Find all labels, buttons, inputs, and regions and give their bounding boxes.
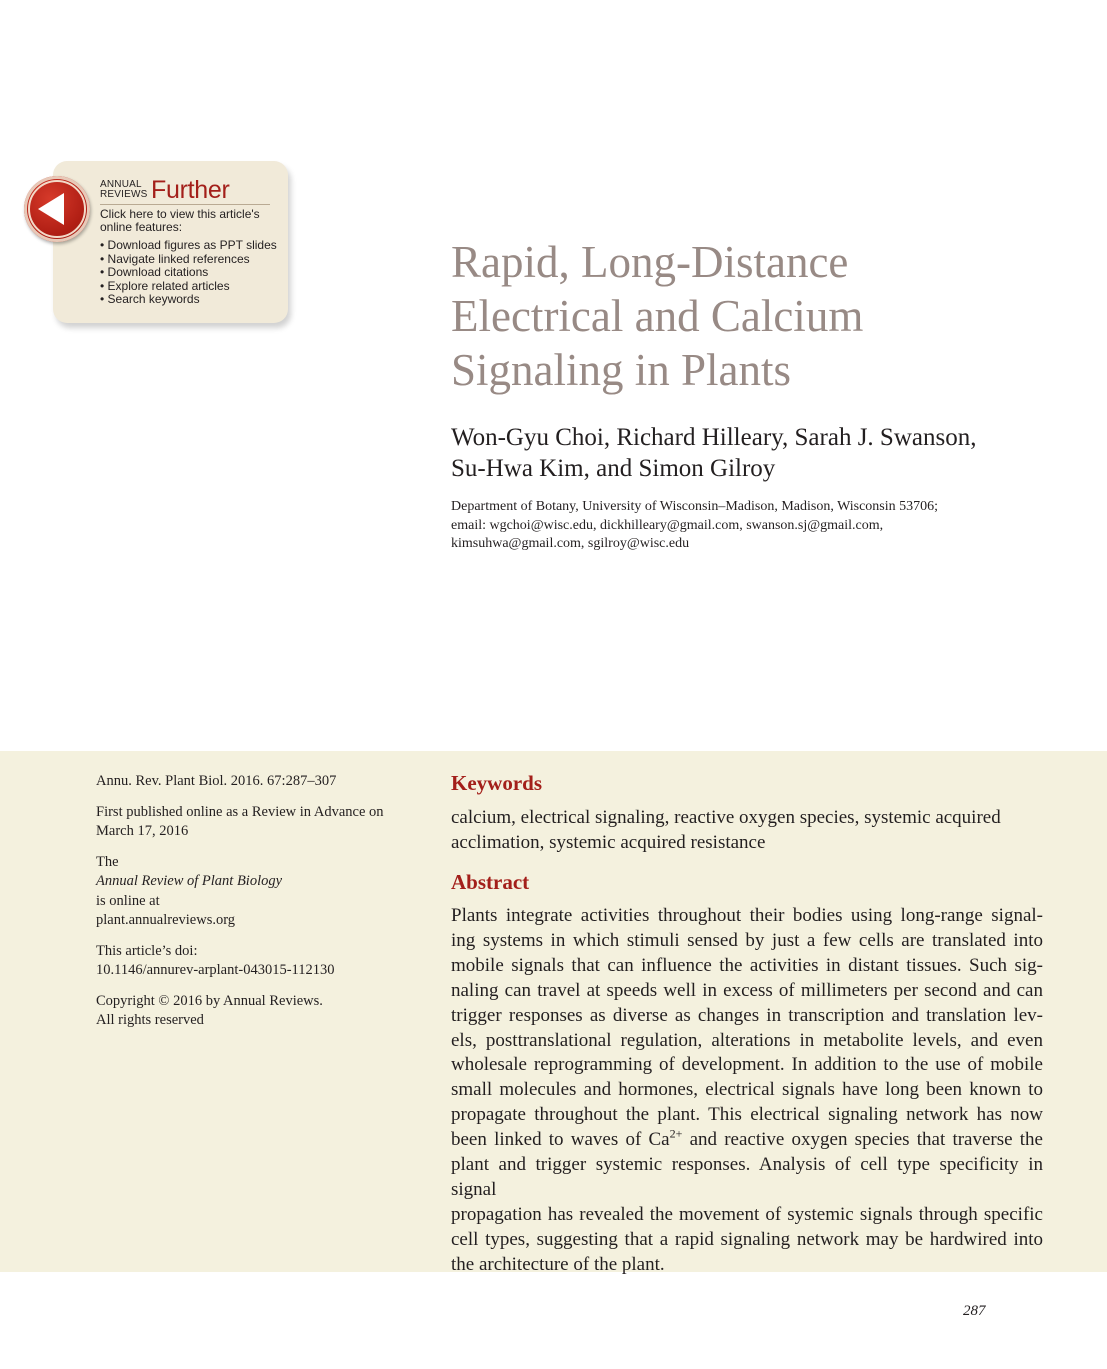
back-arrow-icon[interactable]	[24, 176, 90, 242]
feature-item[interactable]: • Download citations	[100, 266, 277, 280]
keywords-heading: Keywords	[451, 771, 542, 795]
feature-item[interactable]: • Download figures as PPT slides	[100, 239, 277, 253]
feature-item[interactable]: • Navigate linked references	[100, 253, 277, 267]
feature-item[interactable]: • Search keywords	[100, 293, 277, 307]
annual-reviews-logo: ANNUAL REVIEWS	[100, 179, 148, 200]
feature-item[interactable]: • Explore related articles	[100, 280, 277, 294]
further-divider	[100, 204, 270, 205]
abstract-text: Plants integrate activities throughout their bodies using long-range signal- ing systems in which stimuli sensed by just a few cells are translated into mobile signals that can influence the activities in distant tissues. Such sig- naling can travel at speeds well in excess of millimeters per second and can trigger responses as diverse as changes in transcription and translation lev- els, posttranslational regulation, alterations in metabolite levels, and even wholesale reprogramming of development. In addition to the use of mobile small molecules and hormones, electrical signals have long been known to propagate throughout the plant. This electrical signaling network has now been linked to waves of $Ca^{2+}$ and reactive oxygen species that traverse the plant and trigger systemic responses. Analysis of cell type specificity in signal propagation has revealed the movement of systemic signals through specific cell types, suggesting that a rapid signaling network may be hardwired into the architecture of the plant.	[451, 905, 1043, 1275]
further-features-list	[100, 239, 277, 307]
journal-info: The Annual Review of Plant Biology is online at plant.annualreviews.org	[96, 853, 416, 931]
article-title: Rapid, Long-Distance Electrical and Calcium Signaling in Plants	[451, 237, 864, 395]
authors: Won-Gyu Choi, Richard Hilleary, Sarah J. Swanson, Su-Hwa Kim, and Simon Gilroy	[451, 424, 977, 482]
click-here-link[interactable]: Click here	[100, 207, 154, 221]
abstract-heading: Abstract	[451, 870, 530, 894]
affiliation: Department of Botany, University of Wisconsin–Madison, Madison, Wisconsin 53706; email: wgchoi@wisc.edu, dickhilleary@gmail.com, swanson.sj@gmail.com, kimsuhwa@gmail.com, sgilroy@wisc.edu	[451, 499, 939, 551]
further-title: Further	[151, 176, 230, 204]
publication-date: First published online as a Review in Advance on March 17, 2016	[96, 803, 384, 839]
keywords-text: calcium, electrical signaling, reactive oxygen species, systemic acquired acclimation, systemic acquired resistance	[451, 807, 1001, 853]
doi: This article’s doi: 10.1146/annurev-arplant-043015-112130	[96, 942, 335, 978]
article-metadata	[96, 772, 416, 1042]
page-number: 287	[963, 1303, 986, 1319]
copyright: Copyright © 2016 by Annual Reviews. All rights reserved	[96, 992, 323, 1028]
journal-url[interactable]: plant.annualreviews.org	[96, 912, 236, 928]
further-click-text: Click here to view this article's online features:	[100, 207, 260, 234]
citation: Annu. Rev. Plant Biol. 2016. 67:287–307	[96, 773, 337, 789]
